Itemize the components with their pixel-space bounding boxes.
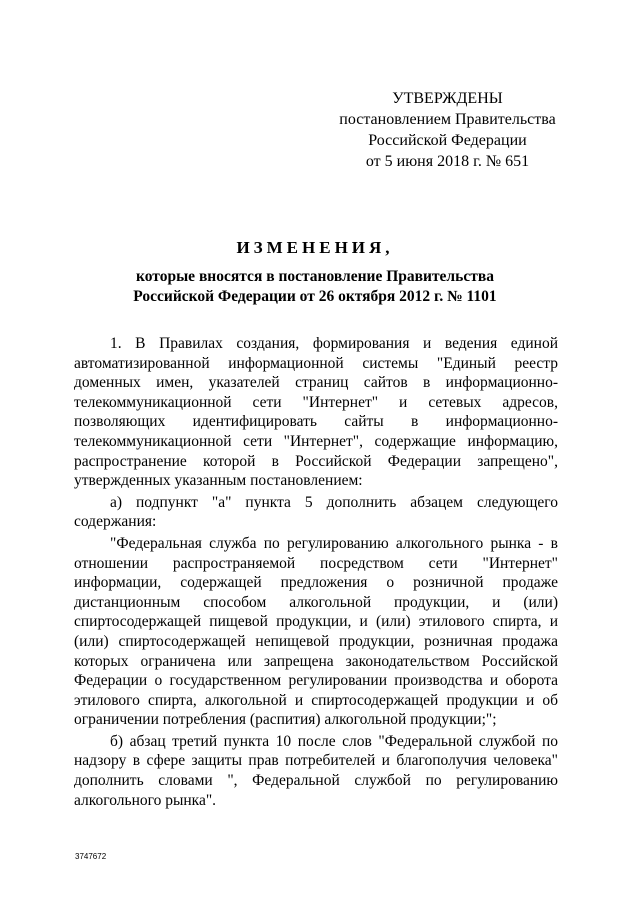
paragraph-subitem-b: б) абзац третий пункта 10 после слов "Федеральной службой по надзору в сфере защиты прав потребителей и благополучия человека" дополнить словами ", Федеральной службой по регулированию алкогольного рынка". (74, 732, 558, 809)
approval-date-number: от 5 июня 2018 г. № 651 (365, 153, 530, 170)
approval-government: Российской Федерации (368, 132, 527, 149)
document-body (74, 334, 558, 812)
document-id: 3747672 (75, 852, 107, 861)
document-title (60, 237, 570, 307)
paragraph-quoted-text: "Федеральная служба по регулированию алкогольного рынка - в отношении распространяемой посредством сети "Интернет" информации, содержащей предложения о розничной продаже дистанционным способом алкогольной продукции, и (или) спиртосодержащей пищевой продукции, и (или) этилового спирта, и (или) спиртосодержащей непищевой продукции, розничная продажа которых ограничена или запрещена законодательством Российской Федерации о государственном регулировании производства и оборота этилового спирта, алкогольной и спиртосодержащей продукции и об ограничении потребления (распития) алкогольной продукции;"; (74, 534, 558, 729)
paragraph-item-1: 1. В Правилах создания, формирования и ведения единой автоматизированной информационной системы "Единый реестр доменных имен, указателей страниц сайтов в информационно-телекоммуникационной сети "Интернет" и сетевых адресов, позволяющих идентифицировать сайты в информационно-телекоммуникационной сети "Интернет", содержащие информацию, распространение которой в Российской Федерации запрещено", утвержденных указанным постановлением: (74, 335, 558, 490)
approval-authority: постановлением Правительства (339, 111, 556, 128)
approval-stamp (335, 88, 560, 172)
title-main: ИЗМЕНЕНИЯ, (236, 238, 394, 257)
title-subtitle-line2: Российской Федерации от 26 октября 2012 г. № 1101 (133, 288, 497, 305)
title-subtitle-line1: которые вносятся в постановление Правительства (136, 268, 494, 285)
paragraph-subitem-a: а) подпункт "а" пункта 5 дополнить абзацем следующего содержания: (74, 493, 558, 531)
approval-heading: УТВЕРЖДЕНЫ (392, 90, 503, 107)
